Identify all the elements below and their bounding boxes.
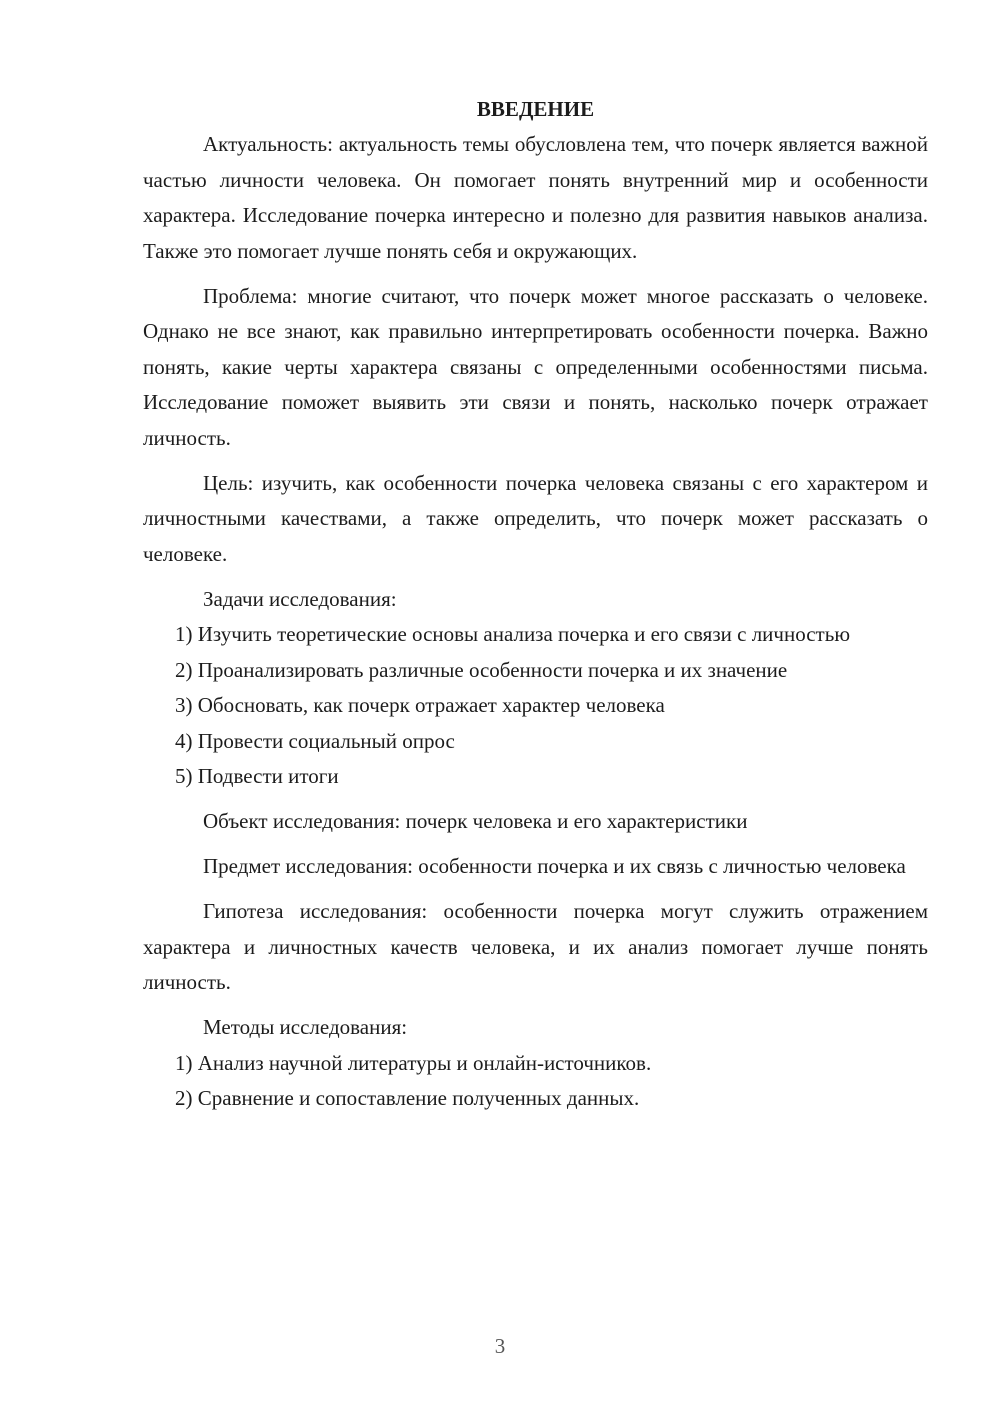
method-item-1: 1) Анализ научной литературы и онлайн-источников.	[175, 1050, 652, 1075]
document-page	[143, 92, 928, 1117]
task-item-2: 2) Проанализировать различные особенности почерка и их значение	[175, 657, 788, 682]
subject-paragraph: Предмет исследования: особенности почерка и их связь с личностью человека	[203, 854, 906, 878]
object-paragraph: Объект исследования: почерк человека и его характеристики	[203, 809, 748, 833]
hypothesis-paragraph: Гипотеза исследования: особенности почерка могут служить отражением характера и личностных качеств человека, и их анализ помогает лучше понять личность.	[143, 899, 928, 994]
goal-paragraph: Цель: изучить, как особенности почерка человека связаны с его характером и личностными качествами, а также определить, что почерк может рассказать о человеке.	[143, 470, 928, 566]
task-item-3: 3) Обосновать, как почерк отражает характер человека	[175, 693, 665, 717]
method-item-2: 2) Сравнение и сопоставление полученных данных.	[175, 1086, 640, 1110]
relevance-paragraph: Актуальность: актуальность темы обусловлена тем, что почерк является важной частью личности человека. Он помогает понять внутренний мир и особенности характера. Исследование почерка интересно и полезно для развития навыков анализа. Также это помогает лучше понять себя и окружающих.	[143, 132, 928, 263]
task-item-1: 1) Изучить теоретические основы анализа почерка и его связи с личностью	[175, 622, 851, 646]
methods-heading: Методы исследования:	[203, 1015, 408, 1039]
section-title: ВВЕДЕНИЕ	[476, 97, 595, 121]
problem-paragraph: Проблема: многие считают, что почерк может многое рассказать о человеке. Однако не все знают, как правильно интерпретировать особенности почерка. Важно понять, какие черты характера связаны с определенными особенностями письма. Исследование поможет выявить эти связи и понять, насколько почерк отражает личность.	[143, 283, 928, 450]
tasks-heading: Задачи исследования:	[203, 586, 397, 611]
task-item-4: 4) Провести социальный опрос	[175, 728, 455, 753]
page-number: 3	[494, 1334, 506, 1358]
task-item-5: 5) Подвести итоги	[175, 764, 339, 788]
